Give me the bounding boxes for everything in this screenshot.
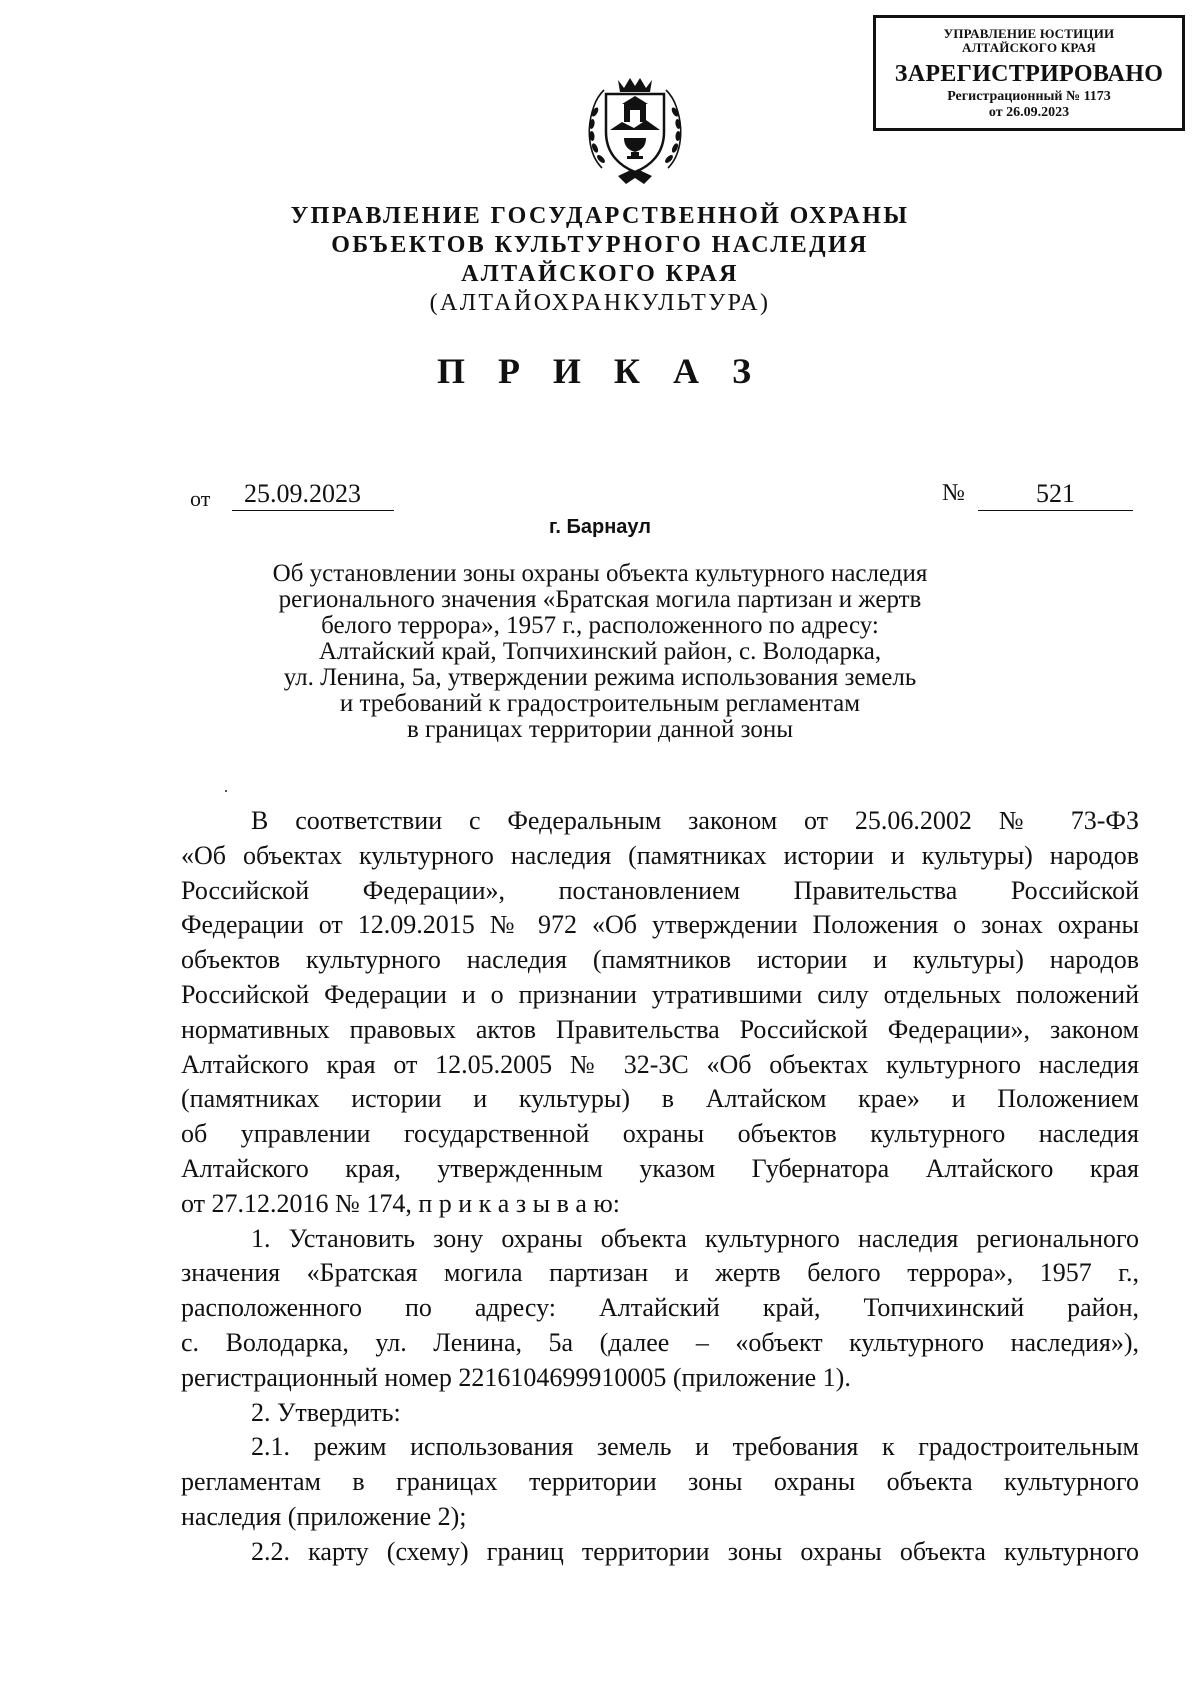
body-line: Российской Федерации и о признании утратившими силу отдельных положений [181,979,1139,1009]
order-body [181,804,1139,1570]
body-line: наследия (приложение 2); [181,1501,467,1531]
body-line: 2.2. карту (схему) границ территории зоны охраны объекта культурного [251,1536,1139,1566]
body-line: об управлении государственной охраны объектов культурного наследия [181,1119,1139,1149]
order-title [200,561,1000,743]
body-line: 2. Утвердить: [251,1397,401,1427]
agency-line-1: УПРАВЛЕНИЕ ГОСУДАРСТВЕННОЙ ОХРАНЫ [290,203,910,229]
city-name: г. Барнаул [549,516,651,538]
agency-line-2: ОБЪЕКТОВ КУЛЬТУРНОГО НАСЛЕДИЯ [331,232,869,258]
agency-short-name: (АЛТАЙОХРАНКУЛЬТУРА) [429,290,771,316]
date-number-row [0,478,1200,518]
scan-speck [225,790,227,792]
body-line: с. Володарка, ул. Ленина, 5а (далее – «объект культурного наследия»), [181,1327,1139,1357]
title-line: Алтайский край, Топчихинский район, с. Володарка, [318,638,882,665]
body-line: Российской Федерации», постановлением Правительства Российской [181,875,1139,905]
title-line: Об установлении зоны охраны объекта культурного наследия [272,560,928,587]
body-line: Федерации от 12.09.2015 № 972 «Об утверждении Положения о зонах охраны [181,910,1139,940]
body-line: регламентам в границах территории зоны охраны объекта культурного [181,1467,1139,1497]
number-prefix: № [942,480,965,506]
coat-of-arms-icon [584,72,686,190]
document-type-heading: П Р И К А З [436,351,764,391]
order-number: 521 [978,478,1133,511]
stamp-reg-date: от 26.09.2023 [988,105,1070,120]
body-line: нормативных правовых актов Правительства Российской Федерации», законом [181,1014,1139,1044]
body-line: 2.1. режим использования земель и требования к градостроительным [251,1432,1139,1462]
body-line: «Об объектах культурного наследия (памятниках истории и культуры) народов [181,840,1139,870]
order-date: 25.09.2023 [232,478,394,511]
body-line: В соответствии с Федеральным законом от 25.06.2002 № 73-ФЗ [251,806,1139,835]
title-line: белого террора», 1957 г., расположенного по адресу: [321,612,879,639]
registration-stamp [873,15,1185,131]
agency-header [0,202,1200,318]
stamp-authority-line1: УПРАВЛЕНИЕ ЮСТИЦИИ [943,26,1115,41]
body-line: объектов культурного наследия (памятников истории и культуры) народов [181,945,1139,975]
body-line: Алтайского края от 12.05.2005 № 32-ЗС «Об объектах культурного наследия [181,1049,1139,1079]
stamp-authority-line2: АЛТАЙСКОГО КРАЯ [962,40,1096,55]
body-line: регистрационный номер 2216104699910005 (приложение 1). [181,1362,851,1392]
body-line: Алтайского края, утвержденным указом Губернатора Алтайского края [181,1153,1139,1183]
date-prefix: от [190,486,211,511]
body-line: значения «Братская могила партизан и жертв белого террора», 1957 г., [181,1258,1139,1288]
title-line: и требований к градостроительным регламентам [339,690,861,717]
stamp-reg-number: Регистрационный № 1173 [947,89,1111,104]
agency-line-3: АЛТАЙСКОГО КРАЯ [461,261,739,287]
title-line: ул. Ленина, 5а, утверждении режима использования земель [283,664,917,691]
title-line: регионального значения «Братская могила партизан и жертв [278,586,922,613]
body-line: расположенного по адресу: Алтайский край, Топчихинский район, [181,1293,1139,1323]
title-line: в границах территории данной зоны [407,716,793,743]
body-line: 1. Установить зону охраны объекта культурного наследия регионального [251,1223,1139,1253]
body-line: (памятниках истории и культуры) в Алтайском крае» и Положением [181,1084,1139,1114]
body-line: от 27.12.2016 № 174, п р и к а з ы в а ю: [181,1188,621,1218]
stamp-status: ЗАРЕГИСТРИРОВАНО [894,61,1164,87]
